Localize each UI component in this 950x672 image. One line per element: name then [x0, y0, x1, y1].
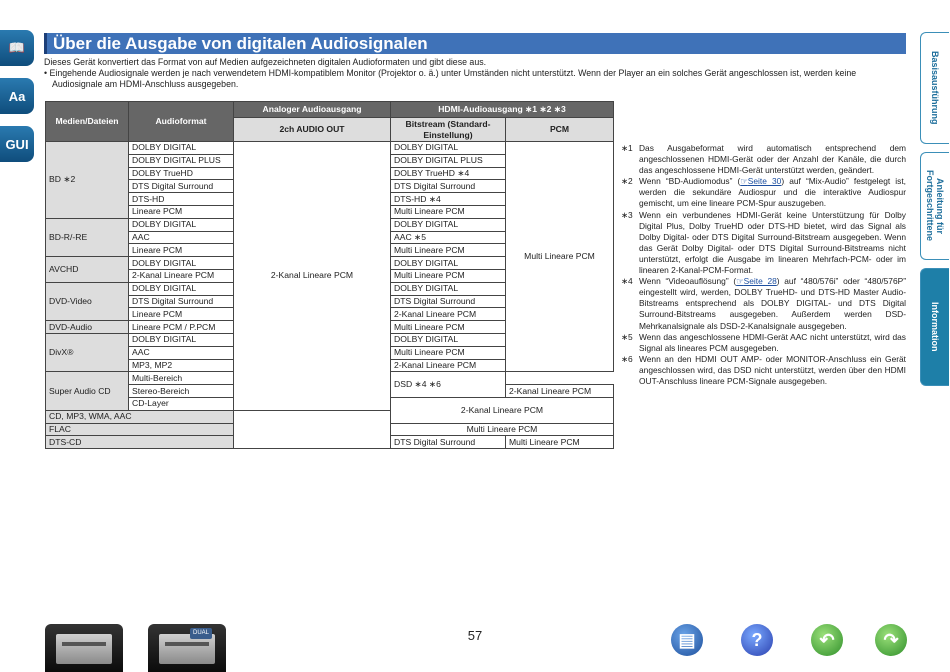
format-cell: DOLBY DIGITAL [129, 142, 234, 155]
footnote-text: Das Ausgabeformat wird automatisch entsprechend dem angeschlossenen HDMI-Gerät oder der Anzahl der Kanäle, die durch das angeschlossene HDMI-Gerät unterstützt werden, geändert. [639, 143, 906, 176]
footnote-mark: ∗1 [621, 143, 633, 153]
page-number: 57 [467, 628, 483, 643]
pcm-cell: Multi Lineare PCM [506, 142, 614, 372]
bitstream-cell: DOLBY DIGITAL [391, 142, 506, 155]
tab-label: Basisausführung [930, 51, 940, 125]
footnote-text: Wenn das angeschlossene HDMI-Gerät AAC nicht unterstützt, wird das Signal als lineares PCM ausgegeben. [639, 331, 906, 353]
footnote-text [639, 276, 906, 331]
footnote-mark: ∗3 [621, 209, 633, 220]
hdmi-cell: Multi Lineare PCM [391, 423, 614, 436]
media-cell: DivX® [46, 333, 129, 371]
header-media: Medien/Dateien [46, 102, 129, 142]
book-icon[interactable]: ▤ [671, 624, 703, 656]
media-cell: AVCHD [46, 257, 129, 283]
bitstream-cell: DTS-HD ∗4 [391, 193, 506, 206]
format-cell: DOLBY DIGITAL [129, 282, 234, 295]
bitstream-cell: Multi Lineare PCM [391, 205, 506, 218]
bitstream-cell: DOLBY DIGITAL PLUS [391, 154, 506, 167]
header-format: Audioformat [129, 102, 234, 142]
footnote-text-part: Wenn “Videoauflösung” ( [639, 276, 737, 287]
format-cell: DOLBY DIGITAL PLUS [129, 154, 234, 167]
left-nav [0, 30, 38, 174]
book-icon[interactable]: 📖 [0, 30, 34, 66]
bitstream-cell: Multi Lineare PCM [391, 269, 506, 282]
bitstream-cell: DOLBY TrueHD ∗4 [391, 167, 506, 180]
format-cell: AAC [129, 346, 234, 359]
bitstream-cell: DTS Digital Surround [391, 295, 506, 308]
media-cell: CD, MP3, WMA, AAC [46, 410, 234, 423]
media-cell: DTS-CD [46, 436, 234, 449]
format-cell: DTS Digital Surround [129, 180, 234, 193]
bitstream-cell: AAC ∗5 [391, 231, 506, 244]
format-cell: Lineare PCM [129, 308, 234, 321]
page-link[interactable]: ☞Seite 28 [736, 276, 777, 287]
media-cell: BD ∗2 [46, 142, 129, 219]
audio-output-table [45, 101, 614, 449]
media-cell: DVD-Audio [46, 321, 129, 334]
bitstream-cell: Multi Lineare PCM [391, 346, 506, 359]
help-icon[interactable]: ? [741, 624, 773, 656]
bitstream-cell: DOLBY DIGITAL [391, 257, 506, 270]
bitstream-cell: DTS Digital Surround [391, 180, 506, 193]
pcm-cell: Multi Lineare PCM [506, 436, 614, 449]
format-cell: DTS-HD [129, 193, 234, 206]
player-front-icon [56, 634, 112, 664]
format-cell: Lineare PCM [129, 244, 234, 257]
bitstream-cell: 2-Kanal Lineare PCM [391, 308, 506, 321]
footnote-mark: ∗2 [621, 176, 633, 187]
bitstream-cell: Multi Lineare PCM [391, 321, 506, 334]
format-cell: Lineare PCM [129, 205, 234, 218]
forward-icon[interactable]: ↷ [875, 624, 907, 656]
format-cell: DTS Digital Surround [129, 295, 234, 308]
footnote-mark: ∗6 [621, 353, 633, 364]
footnote [621, 276, 906, 331]
intro-bullet: • Eingehende Audiosignale werden je nach verwendetem HDMI-kompatiblem Monitor (Projektor o. ä.) unter Umständen nicht unterstützt. Wenn der Player an ein solches Gerät angeschlossen ist, werden keine Audiosignale am HDMI-Anschluss ausgegeben. [44, 68, 857, 89]
right-tabs [920, 32, 950, 394]
bitstream-cell: DSD ∗4 ∗6 [391, 372, 506, 398]
footnote-text-part: ) auf “480/576i” oder “480/576P” eingestellt wird, werden, DOLBY TrueHD- und DTS-HD Master Audio-Bitstreams entsprechend als DOLBY DIGITAL- und DTS Digital Surround-Bitstreams ausgegeben. Außerdem werden DSD-Mehrkanalsignale als DSD-2-Kanalsignale ausgegeben. [639, 276, 906, 331]
footnote [621, 210, 906, 277]
bitstream-cell: Multi Lineare PCM [391, 244, 506, 257]
front-panel-thumbnail[interactable] [45, 624, 123, 672]
format-cell: CD-Layer [129, 397, 234, 410]
media-cell: BD-R/-RE [46, 218, 129, 256]
bitstream-cell: DOLBY DIGITAL [391, 333, 506, 346]
footnote [621, 176, 906, 209]
intro-text [44, 57, 906, 90]
format-cell: DOLBY DIGITAL [129, 257, 234, 270]
intro-line: Dieses Gerät konvertiert das Format von auf Medien aufgezeichneten digitalen Audioformaten und gibt diese aus. [44, 57, 487, 67]
footnote-mark: ∗4 [621, 276, 633, 287]
header-2ch: 2ch AUDIO OUT [234, 118, 391, 142]
index-icon[interactable]: Aa [0, 78, 34, 114]
footnote-text-part: ) auf “Mix-Audio” festgelegt ist, werden die sekundäre Audiospur und die interaktive Audiospur gemischt, um eine lineare PCM-Spur auszugeben. [639, 176, 906, 209]
media-cell: FLAC [46, 423, 234, 436]
header-bitstream: Bitstream (Standard-Einstellung) [391, 118, 506, 142]
pcm-cell: 2-Kanal Lineare PCM [506, 385, 614, 398]
tab-label: Information [930, 302, 940, 352]
page-link-label[interactable]: Seite 30 [747, 176, 782, 187]
format-cell: DOLBY DIGITAL [129, 333, 234, 346]
footnotes [621, 143, 906, 387]
format-cell: MP3, MP2 [129, 359, 234, 372]
bitstream-cell: 2-Kanal Lineare PCM [391, 359, 506, 372]
footnote-text: Wenn an den HDMI OUT AMP- oder MONITOR-Anschluss ein Gerät angeschlossen wird, das DSD nicht unterstützt, werden über den HDMI OUT-Anschluss lineare PCM-Signale ausgegeben. [639, 353, 906, 386]
footnote [621, 143, 906, 176]
footnote-text-part: Wenn “BD-Audiomodus” ( [639, 176, 741, 187]
hdmi-cell: 2-Kanal Lineare PCM [391, 397, 614, 423]
tab-information[interactable] [920, 268, 949, 386]
gui-icon[interactable]: GUI [0, 126, 34, 162]
page-link[interactable]: ☞Seite 30 [740, 176, 782, 187]
page-title: Über die Ausgabe von digitalen Audiosignalen [53, 34, 428, 53]
bitstream-cell: DOLBY DIGITAL [391, 282, 506, 295]
bitstream-cell: DTS Digital Surround [391, 436, 506, 449]
header-pcm: PCM [506, 118, 614, 142]
tab-label: Anleitung für Fortgeschrittene [925, 170, 945, 242]
footnote-mark: ∗5 [621, 331, 633, 342]
bitstream-cell: DOLBY DIGITAL [391, 218, 506, 231]
footnote [621, 354, 906, 387]
format-cell: DOLBY DIGITAL [129, 218, 234, 231]
format-cell: Lineare PCM / P.PCM [129, 321, 234, 334]
footnote [621, 332, 906, 354]
footnote-text [639, 176, 906, 209]
format-cell: Stereo-Bereich [129, 385, 234, 398]
format-cell: Multi-Bereich [129, 372, 234, 385]
dual-badge: DUAL [190, 628, 212, 639]
title-bar [44, 33, 906, 54]
format-cell: 2-Kanal Lineare PCM [129, 269, 234, 282]
header-analog: Analoger Audioausgang [234, 102, 391, 118]
analog-cell [234, 410, 391, 448]
media-cell: Super Audio CD [46, 372, 129, 410]
media-cell: DVD-Video [46, 282, 129, 320]
format-cell: DOLBY TrueHD [129, 167, 234, 180]
analog-cell: 2-Kanal Lineare PCM [234, 142, 391, 411]
format-cell: AAC [129, 231, 234, 244]
tab-anleitung[interactable] [920, 152, 949, 260]
tab-basisausfuehrung[interactable] [920, 32, 949, 144]
back-icon[interactable]: ↶ [811, 624, 843, 656]
page-link-label[interactable]: Seite 28 [743, 276, 777, 287]
table-row [46, 142, 614, 155]
header-hdmi: HDMI-Audioausgang ∗1 ∗2 ∗3 [391, 102, 614, 118]
rear-panel-thumbnail[interactable] [148, 624, 226, 672]
footnote-text: Wenn ein verbundenes HDMI-Gerät keine Unterstützung für Dolby Digital Plus, Dolby TrueHD oder DTS-HD bietet, wird das Signal als Dolby Digital- oder DTS Digital Surround-Bitstream ausgegeben. Wenn das Gerät Dolby Digital- oder DTS Digital Surround-Bitstreams nicht unterstützt, erfolgt die Ausgabe im linearen Mehrfach-PCM- oder im linearen 2-Kanal-PCM-Format. [639, 209, 906, 276]
